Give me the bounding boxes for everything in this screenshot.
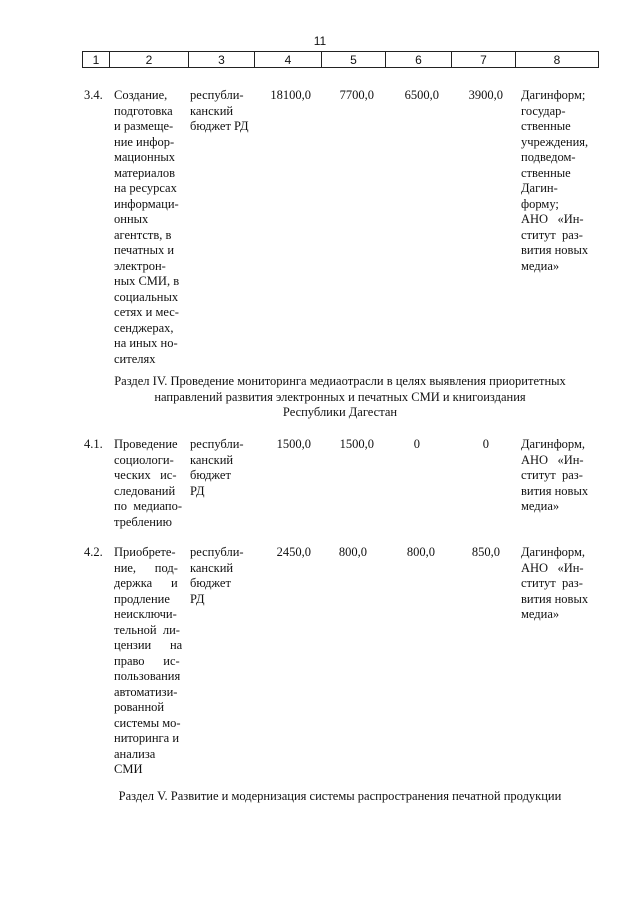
activity-name: Создание, подготовка и размеще- ние инфор- мационных материалов на ресурсах информаци- онных агентств, в печатных и электрон- ных СМИ, в социальных сетях и мес- сенджерах, на иных но- сителях bbox=[114, 88, 180, 366]
value-col-5: 800,0 bbox=[338, 545, 367, 559]
row-number: 4.1. bbox=[84, 437, 103, 451]
section-v-line-1: Раздел V. Развитие и модернизация системы распространения печатной продукции bbox=[118, 789, 562, 803]
funding-source: республи- канский бюджет РД bbox=[190, 88, 249, 133]
section-iv-line-3: Республики Дагестан bbox=[282, 405, 398, 419]
section-iv-line-1: Раздел IV. Проведение мониторинга медиаотрасли в целях выявления приоритетных bbox=[114, 374, 566, 388]
column-number-header bbox=[82, 51, 599, 68]
header-col-1: 1 bbox=[83, 52, 110, 68]
funding-source: республи- канский бюджет РД bbox=[190, 437, 244, 498]
executor: Дагинформ, АНО «Ин- ститут раз- вития новых медиа» bbox=[521, 437, 589, 513]
header-col-6: 6 bbox=[386, 52, 452, 68]
value-col-5: 7700,0 bbox=[339, 88, 374, 102]
row-number: 3.4. bbox=[84, 88, 103, 102]
section-iv-line-2: направлений развития электронных и печатных СМИ и книгоиздания bbox=[154, 389, 526, 404]
value-col-6: 800,0 bbox=[406, 545, 435, 559]
value-col-7: 0 bbox=[482, 437, 489, 451]
value-col-4: 1500,0 bbox=[276, 437, 311, 451]
value-col-5: 1500,0 bbox=[339, 437, 374, 451]
value-col-6: 6500,0 bbox=[404, 88, 439, 102]
header-col-2: 2 bbox=[110, 52, 189, 68]
activity-name: Приобрете- ние, под- держка и продление неисключи- тельной ли- цензии на право ис- пользования автоматизи- рованной системы мо- ниторинга и анализа СМИ bbox=[114, 545, 183, 776]
header-col-8: 8 bbox=[516, 52, 599, 68]
header-col-4: 4 bbox=[255, 52, 322, 68]
row-number: 4.2. bbox=[84, 545, 103, 559]
activity-name: Проведение социологи- ческих ис- следований по медиапо- треблению bbox=[114, 437, 183, 529]
value-col-4: 2450,0 bbox=[276, 545, 311, 559]
header-col-3: 3 bbox=[189, 52, 255, 68]
value-col-7: 850,0 bbox=[471, 545, 500, 559]
header-col-5: 5 bbox=[322, 52, 386, 68]
value-col-6: 0 bbox=[413, 437, 420, 451]
executor: Дагинформ, АНО «Ин- ститут раз- вития новых медиа» bbox=[521, 545, 589, 621]
header-col-7: 7 bbox=[452, 52, 516, 68]
section-heading-iv bbox=[82, 374, 598, 421]
value-col-7: 3900,0 bbox=[468, 88, 503, 102]
value-col-4: 18100,0 bbox=[270, 88, 311, 102]
section-heading-v bbox=[82, 789, 598, 805]
funding-source: республи- канский бюджет РД bbox=[190, 545, 244, 606]
page-number: 11 bbox=[313, 34, 327, 48]
executor: Дагинформ; государ- ственные учреждения, подведом- ственные Дагин- форму; АНО «Ин- ститут раз- вития новых медиа» bbox=[521, 88, 589, 273]
